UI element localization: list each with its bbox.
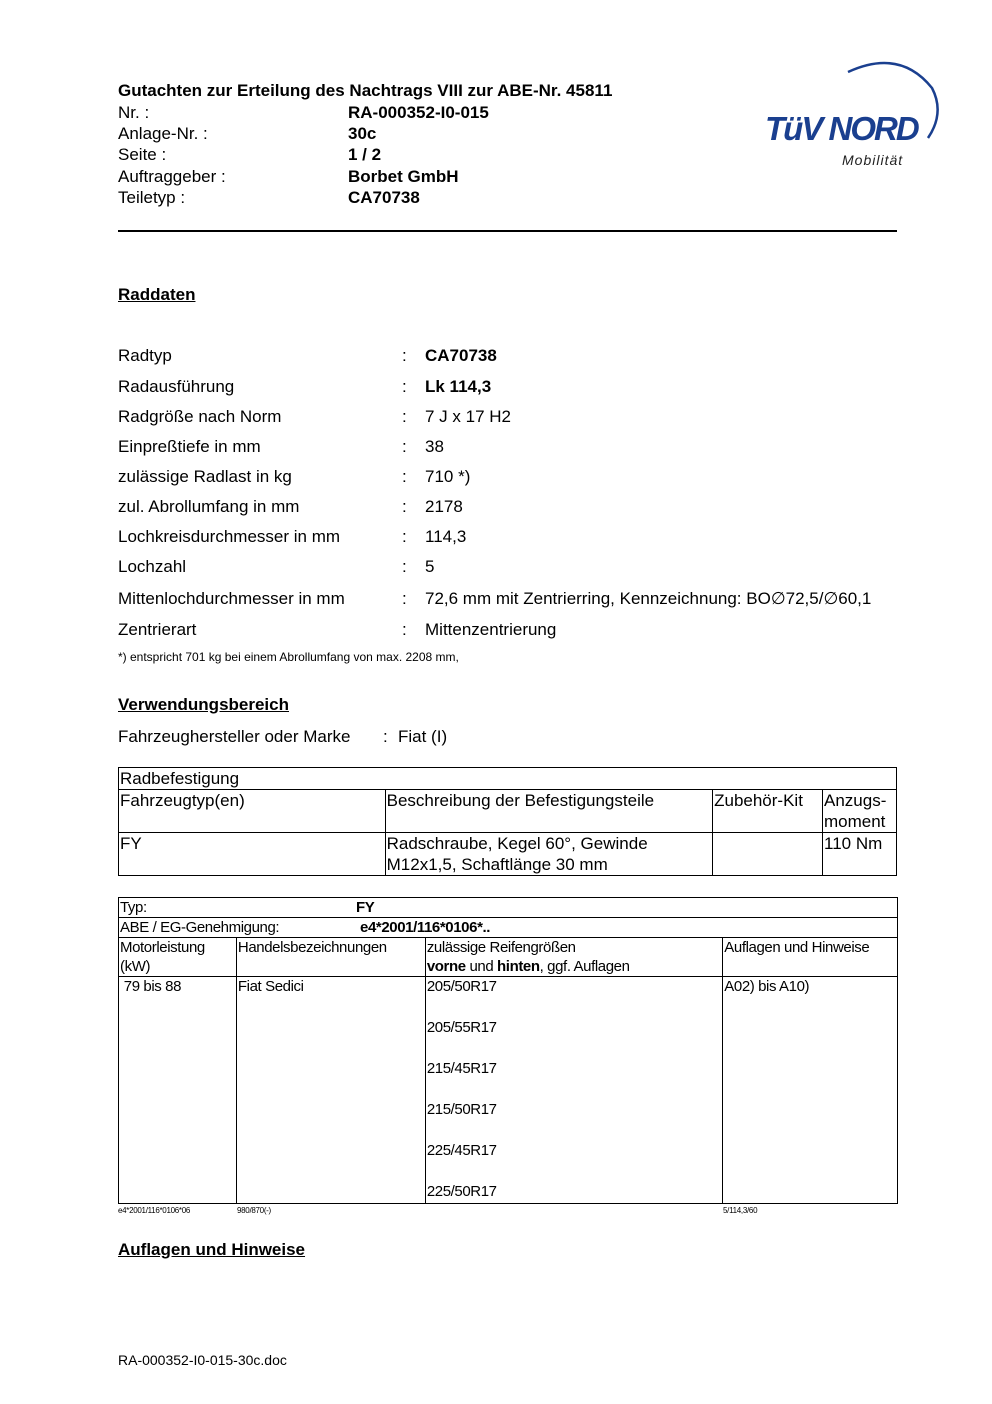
header-value: Borbet GmbH	[348, 167, 459, 186]
manufacturer-label: Fahrzeughersteller oder Marke	[118, 727, 351, 746]
cell-torque: 110 Nm	[823, 833, 897, 876]
document-title: Gutachten zur Erteilung des Nachtrags VIII zur ABE-Nr. 45811	[118, 81, 613, 100]
column-header-tyres	[425, 938, 722, 977]
tyres-header-line1: zulässige Reifengrößen	[426, 939, 576, 956]
tyre-size: 215/50R17	[426, 1101, 497, 1118]
vehicle-table	[118, 897, 898, 1204]
column-header: Anzugs-moment	[823, 790, 897, 833]
spec-colon: :	[402, 620, 407, 639]
spec-colon: :	[402, 377, 407, 396]
spec-value: 2178	[425, 497, 463, 516]
footer-code-bolt: 5/114,3/60	[723, 1206, 758, 1215]
section-heading-raddaten: Raddaten	[118, 285, 196, 304]
spec-value: 38	[425, 437, 444, 456]
spec-label: Radausführung	[118, 377, 235, 396]
typ-label: Typ:	[120, 899, 147, 916]
spec-label: zulässige Radlast in kg	[118, 467, 292, 486]
header-label: Auftraggeber :	[118, 167, 226, 186]
column-header: Fahrzeugtyp(en)	[119, 790, 386, 833]
column-header-notes: Auflagen und Hinweise	[723, 938, 898, 977]
table-header-row	[119, 938, 898, 977]
table-title-row	[119, 768, 897, 790]
raddaten-footnote: *) entspricht 701 kg bei einem Abrollumfang von max. 2208 mm,	[118, 650, 459, 664]
header-label: Nr. :	[118, 103, 150, 122]
typ-row	[119, 898, 898, 918]
cell-trade-name: Fiat Sedici	[236, 977, 425, 1204]
abe-value: e4*2001/116*0106*..	[360, 919, 491, 936]
header-label: Teiletyp :	[118, 188, 186, 207]
tuv-nord-logo	[760, 58, 940, 173]
footer-code-dimension: 980/870(-)	[237, 1206, 271, 1215]
cell-notes: A02) bis A10)	[723, 977, 898, 1204]
spec-value: 114,3	[425, 527, 467, 546]
header-label: Seite :	[118, 145, 167, 164]
manufacturer-value: Fiat (I)	[398, 727, 448, 746]
spec-label: Lochkreisdurchmesser in mm	[118, 527, 341, 546]
tyre-size: 215/45R17	[426, 1060, 497, 1077]
spec-colon: :	[402, 407, 407, 426]
table-header-row	[119, 790, 897, 833]
spec-label: Mittenlochdurchmesser in mm	[118, 589, 345, 608]
spec-value: 72,6 mm mit Zentrierring, Kennzeichnung: BO∅72,5/∅60,1	[425, 589, 872, 608]
tyre-size: 225/45R17	[426, 1142, 497, 1159]
footer-code-approval: e4*2001/116*0106*06	[118, 1206, 191, 1215]
spec-label: zul. Abrollumfang in mm	[118, 497, 300, 516]
spec-value: 7 J x 17 H2	[425, 407, 511, 426]
spec-label: Zentrierart	[118, 620, 197, 639]
spec-colon: :	[402, 467, 407, 486]
spec-colon: :	[402, 589, 407, 608]
footer-filename: RA-000352-I0-015-30c.doc	[118, 1352, 287, 1368]
header-value: RA-000352-I0-015	[348, 103, 489, 122]
tyre-size: 205/55R17	[426, 1019, 497, 1036]
spec-label: Einpreßtiefe in mm	[118, 437, 261, 456]
spec-value: Mittenzentrierung	[425, 620, 557, 639]
section-heading-verwendungsbereich: Verwendungsbereich	[118, 695, 289, 714]
tyres-header-rear: hinten	[497, 958, 540, 975]
spec-colon: :	[402, 346, 407, 365]
tyre-size: 225/50R17	[426, 1183, 497, 1200]
cell-tyres	[425, 977, 722, 1204]
header-value: CA70738	[348, 188, 420, 207]
spec-label: Radgröße nach Norm	[118, 407, 282, 426]
radbefestigung-table	[118, 767, 897, 876]
typ-value: FY	[356, 899, 375, 916]
spec-colon: :	[402, 557, 407, 576]
radbefestigung-title: Radbefestigung	[119, 768, 897, 790]
cell-kit	[713, 833, 823, 876]
logo-subtext: Mobilität	[842, 152, 904, 168]
tyres-header-and: und	[465, 958, 498, 975]
column-header-power: Motorleistung (kW)	[119, 938, 237, 977]
manufacturer-colon: :	[383, 727, 388, 746]
header-value: 30c	[348, 124, 377, 143]
tyres-header-suffix: , ggf. Auflagen	[539, 958, 630, 975]
spec-colon: :	[402, 527, 407, 546]
section-heading-auflagen: Auflagen und Hinweise	[118, 1240, 306, 1259]
header-divider	[118, 230, 897, 232]
cell-description: Radschraube, Kegel 60°, Gewinde M12x1,5, Schaftlänge 30 mm	[385, 833, 712, 876]
tyres-header-front: vorne	[426, 958, 466, 975]
spec-value: Lk 114,3	[425, 377, 492, 396]
cell-power: 79 bis 88	[119, 977, 237, 1204]
cell-vehicle-type: FY	[119, 833, 386, 876]
abe-row	[119, 918, 898, 938]
tyre-size: 205/50R17	[426, 978, 497, 995]
spec-value: 5	[425, 557, 435, 576]
spec-label: Lochzahl	[118, 557, 187, 576]
header-label: Anlage-Nr. :	[118, 124, 208, 143]
abe-label: ABE / EG-Genehmigung:	[120, 919, 280, 936]
column-header: Beschreibung der Befestigungsteile	[385, 790, 712, 833]
spec-colon: :	[402, 497, 407, 516]
table-row	[119, 833, 897, 876]
spec-value: 710 *)	[425, 467, 471, 486]
table-row	[119, 977, 898, 1204]
spec-label: Radtyp	[118, 346, 172, 365]
logo-brand-text: TüV NORD	[765, 110, 918, 147]
column-header-trade-names: Handelsbezeichnungen	[236, 938, 425, 977]
column-header: Zubehör-Kit	[713, 790, 823, 833]
spec-value: CA70738	[425, 346, 497, 365]
spec-colon: :	[402, 437, 407, 456]
header-value: 1 / 2	[348, 145, 382, 164]
logo-arc-icon	[760, 58, 940, 173]
